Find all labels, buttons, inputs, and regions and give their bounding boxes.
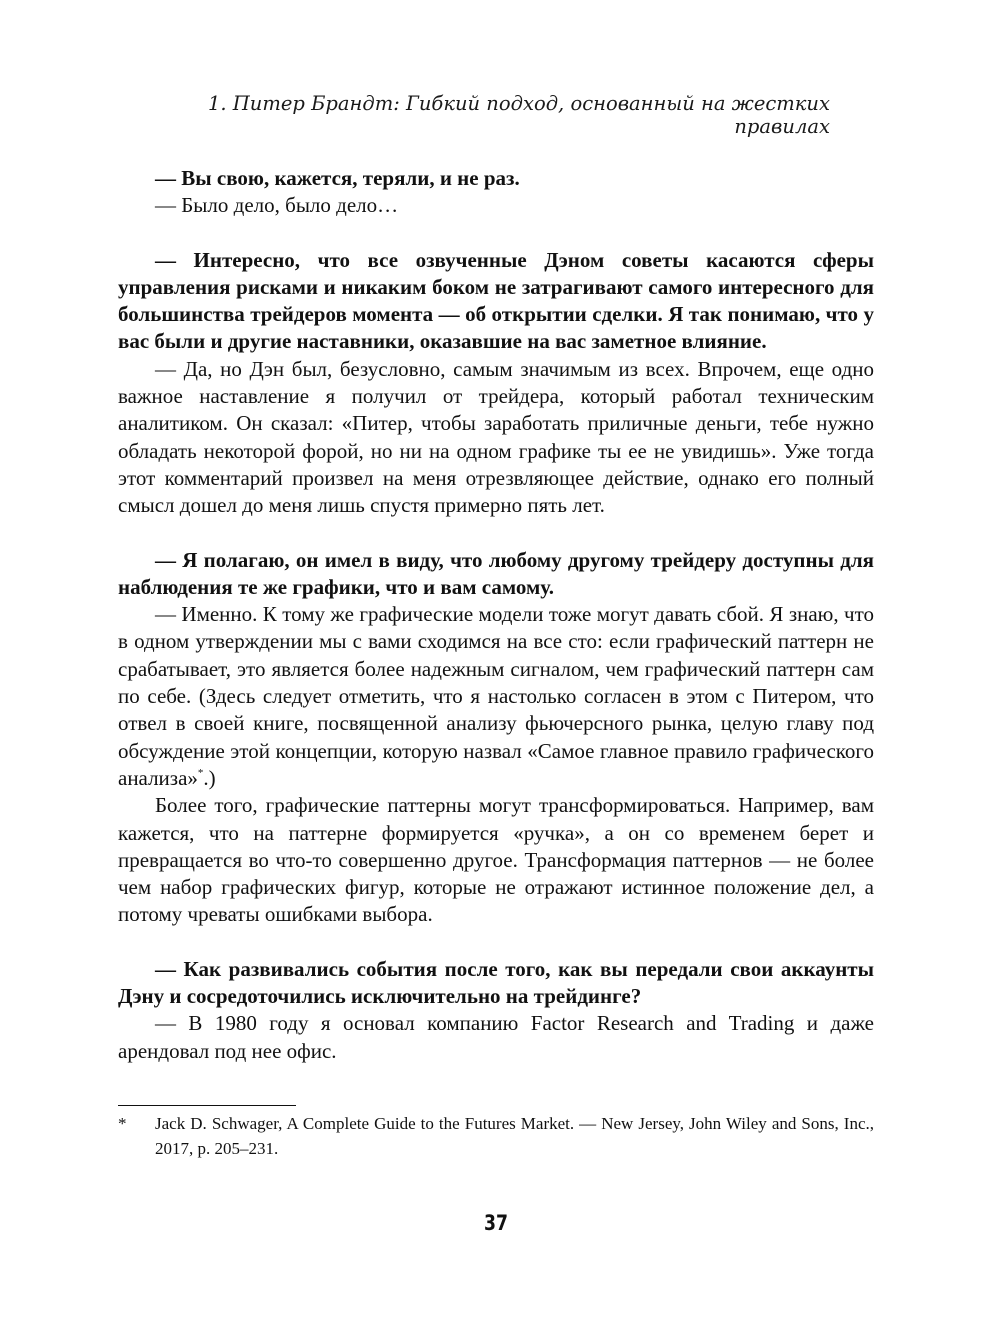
answer-paragraph: — В 1980 году я основал компанию Factor Research and Trading и даже арендовал под нее офис. [118, 1011, 874, 1063]
question-paragraph: — Я полагаю, он имел в виду, что любому другому трейдеру доступны для наблюдения те же графики, что и вам самому. [118, 547, 874, 599]
footnote-text: Jack D. Schwager, A Complete Guide to the Futures Market. — New Jersey, John Wiley and Sons, Inc., 2017, p. 205–231. [155, 1114, 874, 1158]
answer-paragraph [118, 601, 874, 792]
question-paragraph: — Как развивались события после того, как вы передали свои аккаунты Дэну и сосредоточились исключительно на трейдинге? [118, 956, 874, 1009]
body-text [118, 165, 874, 1065]
question-paragraph: — Вы свою, кажется, теряли, и не раз. [155, 166, 520, 190]
footnote-reference: * [197, 766, 204, 779]
answer-text-tail: .) [203, 765, 216, 790]
question-paragraph: — Интересно, что все озвученные Дэном советы касаются сферы управления рисками и никаким боком не затрагивают самого интересного для большинства трейдеров момента — об открытии сделки. Я так понимаю, что у вас были и другие наставники, оказавшие на вас заметное влияние. [118, 247, 874, 354]
answer-paragraph: — Было дело, было дело… [155, 193, 399, 218]
answer-paragraph: — Да, но Дэн был, безусловно, самым значимым из всех. Впрочем, еще одно важное наставление я получил от трейдера, который работал техническим аналитиком. Он сказал: «Питер, чтобы заработать приличные деньги, тебе нужно обладать некоторой форой, но ни на одном графике ты ее не увидишь». Уже тогда этот комментарий произвел на меня отрезвляющее действие, однако его полный смысл дошел до меня лишь спустя примерно пять лет. [118, 356, 874, 518]
running-header: 1. Питер Брандт: Гибкий подход, основанный на жестких правилах [207, 92, 830, 138]
footnote-divider [118, 1105, 296, 1106]
answer-text: — Именно. К тому же графические модели тоже могут давать сбой. Я знаю, что в одном утверждении мы с вами сходимся на все сто: если графический паттерн не срабатывает, это является более надежным сигналом, чем графический паттерн сам по себе. (Здесь следует отметить, что я настолько согласен в этом с Питером, что отвел в своей книге, посвященной анализу фьючерсного рынка, целую главу под обсуждение этой концепции, которую назвал «Самое главное правило графического анализа» [118, 602, 874, 790]
footnote [118, 1111, 874, 1161]
footnote-mark: * [118, 1114, 127, 1133]
page-number: 37 [484, 1211, 508, 1235]
answer-paragraph: Более того, графические паттерны могут трансформироваться. Например, вам кажется, что на паттерне формируется «ручка», а он со временем берет и превращается во что-то совершенно другое. Трансформация паттернов — не более чем набор графических фигур, которые не отражают истинное положение дел, а потому чреваты ошибками выбора. [118, 793, 874, 927]
